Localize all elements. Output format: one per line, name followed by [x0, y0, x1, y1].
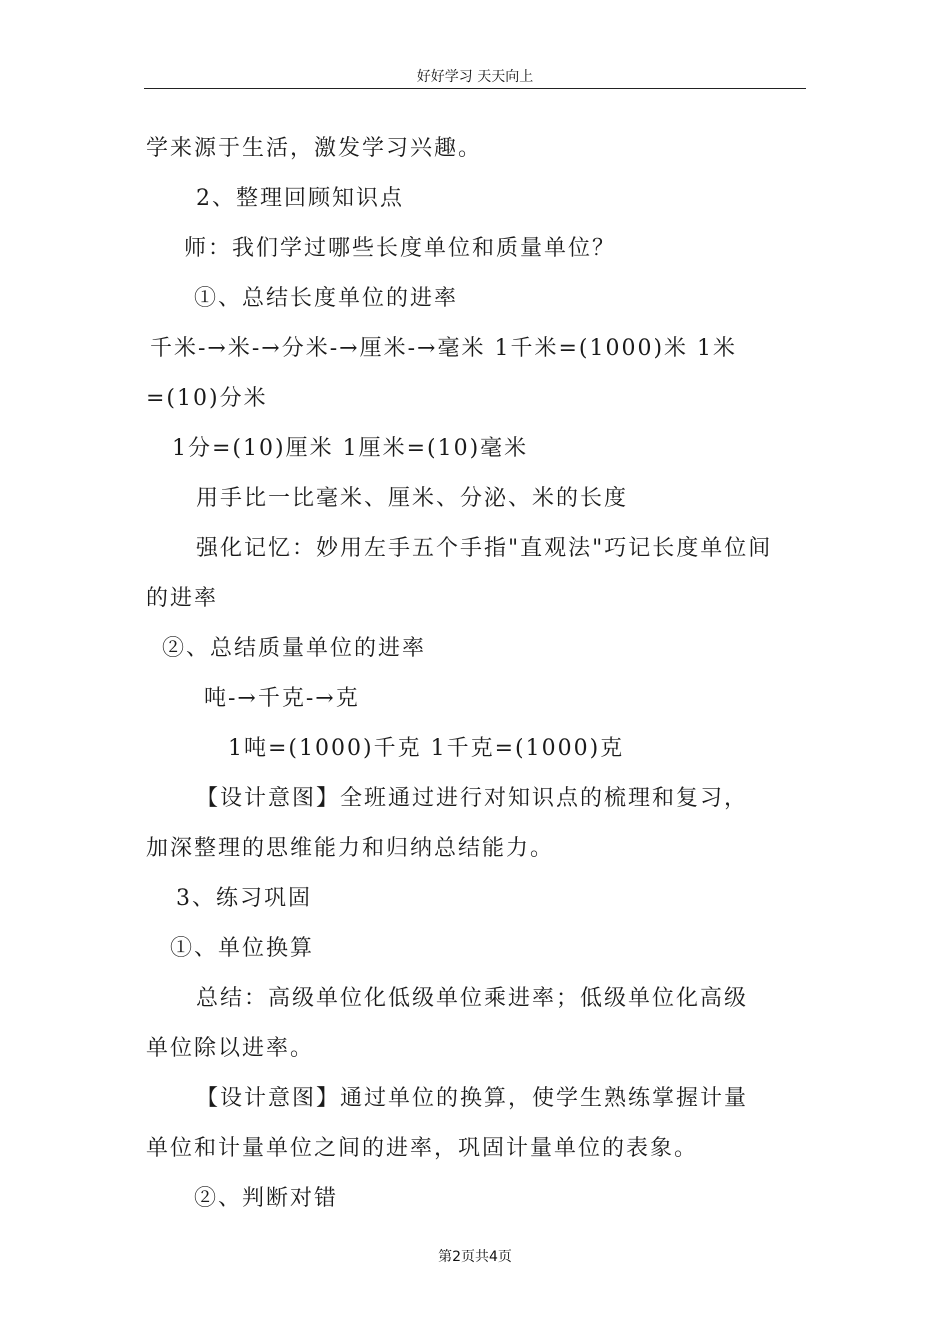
header-divider [144, 88, 806, 89]
page-number: 第2页共4页 [438, 1249, 512, 1265]
paragraph-line: 师：我们学过哪些长度单位和质量单位？ [184, 236, 617, 261]
subsection-heading: ①、总结长度单位的进率 [194, 286, 459, 311]
paragraph-line: 用手比一比毫米、厘米、分泌、米的长度 [196, 486, 629, 511]
page-header-title: 好好学习 天天向上 [416, 69, 534, 85]
subsection-heading: ②、判断对错 [194, 1186, 339, 1211]
section-heading: 3、练习巩固 [176, 886, 312, 911]
design-intent-line: 【设计意图】全班通过进行对知识点的梳理和复习， [196, 786, 749, 811]
paragraph-line: 总结：高级单位化低级单位乘进率；低级单位化高级 [196, 986, 749, 1011]
paragraph-line: 加深整理的思维能力和归纳总结能力。 [146, 836, 555, 861]
subsection-heading: ①、单位换算 [170, 936, 315, 961]
paragraph-line: 单位除以进率。 [146, 1036, 315, 1061]
paragraph-line: =(10)分米 [146, 386, 268, 411]
paragraph-line: 强化记忆：妙用左手五个手指"直观法"巧记长度单位间 [196, 536, 773, 561]
paragraph-line: 的进率 [146, 586, 219, 611]
paragraph-line: 单位和计量单位之间的进率，巩固计量单位的表象。 [146, 1136, 699, 1161]
paragraph-line: 1吨=(1000)千克 1千克=(1000)克 [228, 736, 625, 761]
paragraph-line: 学来源于生活，激发学习兴趣。 [146, 136, 483, 161]
paragraph-line: 1分=(10)厘米 1厘米=(10)毫米 [172, 436, 529, 461]
section-heading: 2、整理回顾知识点 [196, 186, 404, 211]
paragraph-line: 千米-→米-→分米-→厘米-→毫米 1千米=(1000)米 1米 [150, 336, 738, 361]
design-intent-line: 【设计意图】通过单位的换算，使学生熟练掌握计量 [196, 1086, 749, 1111]
paragraph-line: 吨-→千克-→克 [204, 686, 360, 711]
subsection-heading: ②、总结质量单位的进率 [162, 636, 427, 661]
